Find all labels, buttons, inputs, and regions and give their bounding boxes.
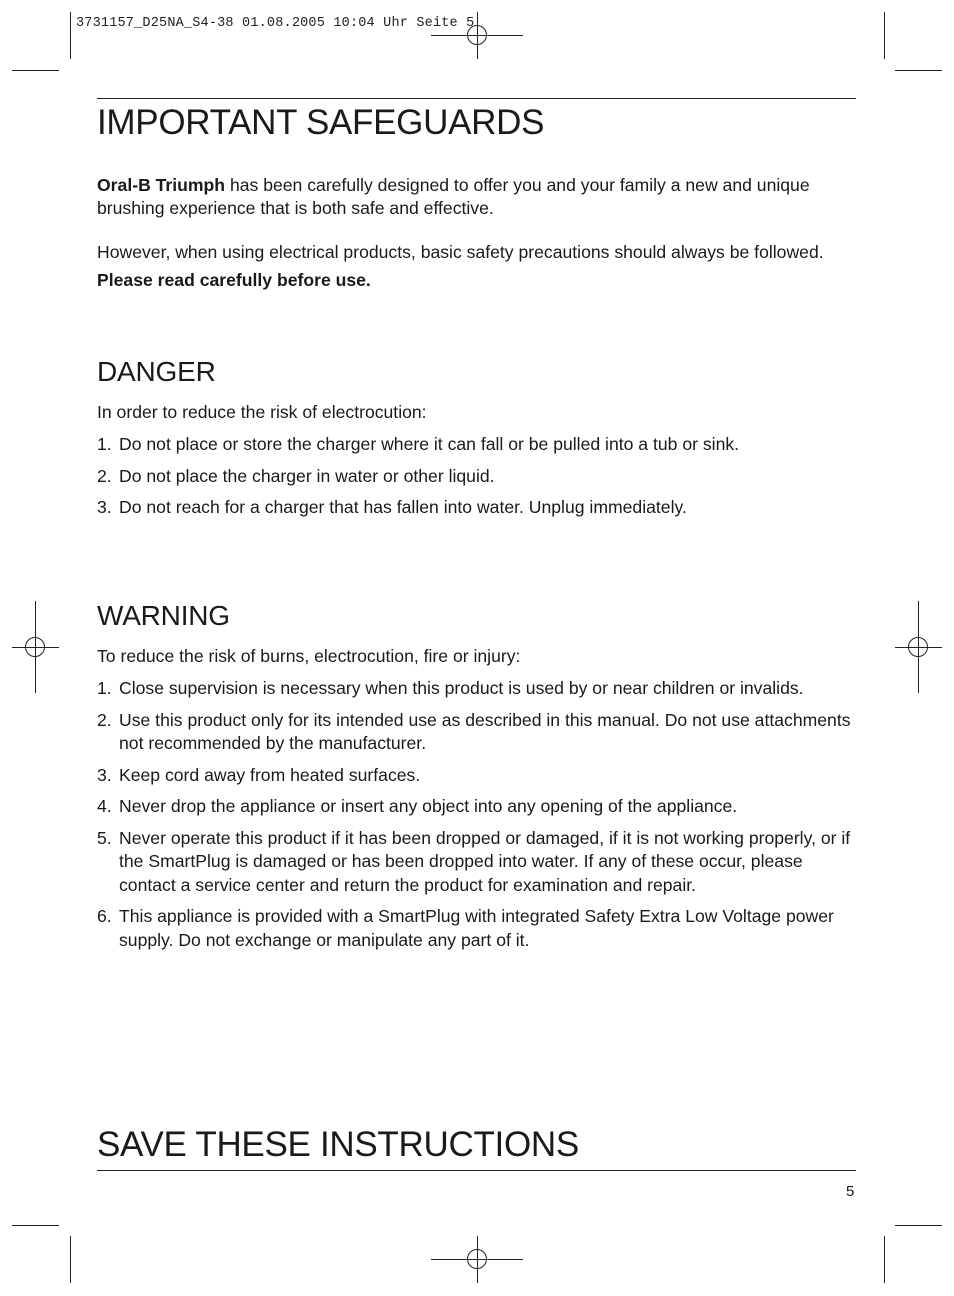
crop-mark-top-left-vertical [70, 12, 71, 59]
list-text: Use this product only for its intended use as described in this manual. Do not use attachments not recommended by the manufacturer. [119, 709, 851, 753]
list-text: Do not place the charger in water or other liquid. [119, 465, 495, 486]
list-number: 4. [97, 796, 112, 816]
list-number: 2. [97, 465, 112, 486]
list-text: Do not reach for a charger that has fallen into water. Unplug immediately. [119, 497, 687, 517]
printer-slug: 3731157_D25NA_S4-38 01.08.2005 10:04 Uhr Seite 5 [76, 16, 475, 31]
crop-mark-bottom-right-horizontal [895, 1225, 942, 1226]
page-title: IMPORTANT SAFEGUARDS [97, 103, 545, 142]
danger-heading: DANGER [97, 356, 216, 387]
list-item [97, 905, 862, 952]
precaution-paragraph [97, 238, 857, 294]
intro-paragraph [97, 174, 857, 220]
list-number: 2. [97, 709, 112, 730]
list-text: Do not place or store the charger where it can fall or be pulled into a tub or sink. [119, 434, 740, 454]
warning-heading: WARNING [97, 600, 230, 631]
list-text: Never operate this product if it has been dropped or damaged, if it is not working properly, or if the SmartPlug is damaged or has been dropped into water. If any of these occur, please contact a service center and return the product for examination and repair. [119, 827, 851, 895]
crop-mark-top-right-vertical [884, 12, 885, 59]
list-number: 1. [97, 678, 112, 698]
list-text: This appliance is provided with a SmartPlug with integrated Safety Extra Low Voltage power supply. Do not exchange or manipulate any part of it. [119, 906, 834, 950]
list-number: 6. [97, 906, 112, 926]
registration-mark-top-circle [467, 25, 487, 45]
list-item [97, 827, 862, 898]
intro-text: has been carefully designed to offer you and your family a new and unique brushing experience that is both safe and effective. [97, 175, 810, 218]
danger-lead: In order to reduce the risk of electrocution: [97, 402, 427, 422]
list-text: Close supervision is necessary when this product is used by or near children or invalids. [119, 678, 804, 698]
registration-mark-left-circle [25, 637, 45, 657]
crop-mark-bottom-left-vertical [70, 1236, 71, 1283]
registration-mark-right-circle [908, 637, 928, 657]
list-item [97, 496, 862, 520]
list-number: 3. [97, 497, 112, 517]
precaution-text: However, when using electrical products, basic safety precautions should always be followed. [97, 242, 824, 262]
crop-mark-bottom-left-horizontal [12, 1225, 59, 1226]
page-number: 5 [846, 1183, 855, 1200]
crop-mark-top-right-horizontal [895, 70, 942, 71]
list-text: Keep cord away from heated surfaces. [119, 764, 421, 785]
registration-mark-bottom-circle [467, 1249, 487, 1269]
list-number: 5. [97, 827, 112, 848]
list-item [97, 795, 862, 819]
list-text: Never drop the appliance or insert any object into any opening of the appliance. [119, 796, 738, 816]
list-item [97, 465, 862, 489]
list-item [97, 433, 862, 457]
list-number: 3. [97, 764, 112, 785]
read-carefully-emphasis: Please read carefully before use. [97, 270, 371, 290]
brand-name: Oral-B Triumph [97, 175, 226, 195]
list-item [97, 709, 862, 756]
crop-mark-top-left-horizontal [12, 70, 59, 71]
title-rule-bottom [97, 1170, 856, 1171]
list-item [97, 677, 862, 701]
title-rule-top [97, 98, 856, 99]
list-number: 1. [97, 434, 112, 454]
crop-mark-bottom-right-vertical [884, 1236, 885, 1283]
warning-lead: To reduce the risk of burns, electrocution, fire or injury: [97, 646, 521, 666]
closing-title: SAVE THESE INSTRUCTIONS [97, 1125, 579, 1164]
list-item [97, 764, 862, 788]
danger-list [97, 433, 862, 528]
warning-list [97, 677, 862, 960]
